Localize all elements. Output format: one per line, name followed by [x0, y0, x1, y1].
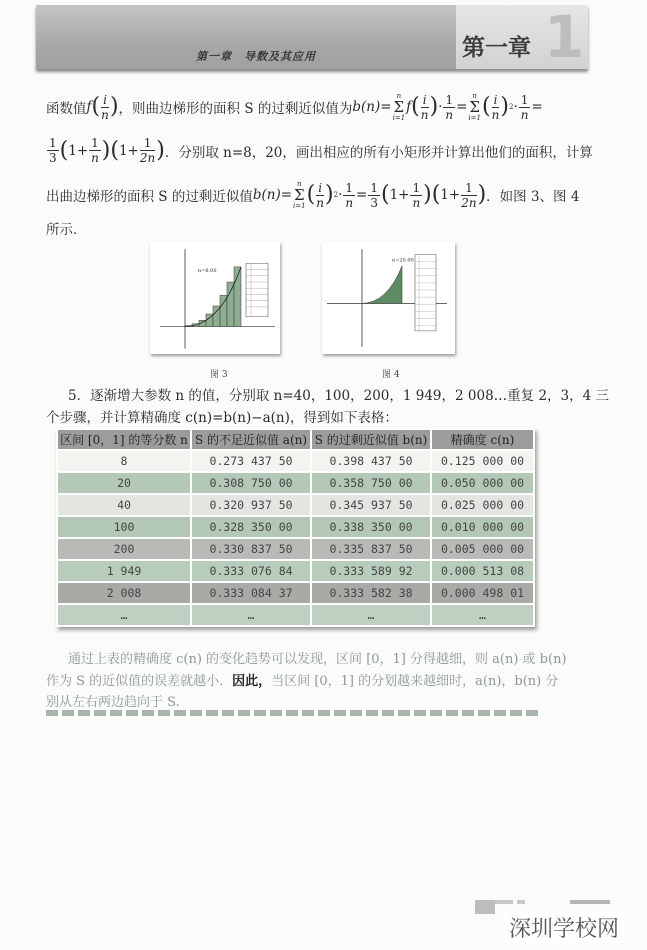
table-row [57, 582, 534, 604]
table-cell: 40 [57, 494, 191, 516]
table-cell: … [431, 604, 534, 626]
table-cell: … [311, 604, 431, 626]
table-row [57, 494, 534, 516]
table-cell: 0.320 937 50 [191, 494, 311, 516]
intro-line-3: 出曲边梯形的面积 S 的过剩近似值 b(n)= n Σ i=1 ( $\frac{i}{n}$ ) 2 · $\frac{1}{n}$ = $\frac{1}{3}$ ( 1+ $\frac{1}{n}$ )( 1+ $\frac{1}{2n}$ ) ．如图 3、图 4 [46, 180, 580, 210]
text: ．分别取 n=8，20，画出相应的所有小矩形并计算出他们的面积，计算 [164, 144, 593, 161]
table-cell: … [191, 604, 311, 626]
column-header: S 的过剩近似值 b(n) [311, 429, 431, 450]
dashed-divider [46, 710, 538, 716]
table-cell: 200 [57, 538, 191, 560]
table-cell: 2 008 [57, 582, 191, 604]
figure-3-label: n=8.00 [198, 269, 217, 275]
table-row [57, 450, 534, 472]
approximation-table [56, 428, 535, 627]
summary-line-2: 作为 S 的近似值的误差就越小．因此，当区间 [0，1] 的分划越来越细时，a(n)，b(n) 分 [46, 674, 559, 689]
table-cell: 0.398 437 50 [311, 450, 431, 472]
table-header-row [57, 429, 534, 450]
step5-line-2: 个步骤，并计算精确度 c(n)=b(n)−a(n)，得到如下表格： [46, 410, 398, 426]
table-row [57, 538, 534, 560]
table-cell: 0.345 937 50 [311, 494, 431, 516]
table-cell: 0.125 000 00 [431, 450, 534, 472]
chapter-label: 第一章 [462, 35, 531, 61]
figure-4-caption: 图 4 [382, 370, 400, 380]
step5-line-1: 5．逐渐增大参数 n 的值，分别取 n=40，100，200，1 949，2 008…重复 2，3，4 三 [68, 388, 610, 404]
table-cell: 0.333 589 92 [311, 560, 431, 582]
table-cell: 100 [57, 516, 191, 538]
summation: n Σ i=1 [392, 92, 406, 122]
table-cell: 0.025 000 00 [431, 494, 534, 516]
chapter-header [36, 5, 588, 69]
section-title: 第一章 导数及其应用 [196, 50, 316, 63]
figure-3-plot [150, 242, 280, 354]
watermark: 深圳学校网 [503, 912, 625, 943]
table-row [57, 604, 534, 626]
table-cell: 1 949 [57, 560, 191, 582]
table-cell: 0.333 582 38 [311, 582, 431, 604]
table-cell: 0.333 076 84 [191, 560, 311, 582]
figure-3 [150, 242, 280, 354]
table-cell: 0.335 837 50 [311, 538, 431, 560]
summary-line-3: 别从左右两边趋向于 S. [46, 695, 180, 710]
table-cell: 0.328 350 00 [191, 516, 311, 538]
fraction: $\frac{i}{n}$ [101, 92, 109, 122]
table-cell: 0.000 513 08 [431, 560, 534, 582]
summary-line-1: 通过上表的精确度 c(n) 的变化趋势可以发现，区间 [0，1] 分得越细，则 a(n) 或 b(n) [68, 652, 567, 667]
column-header: 精确度 c(n) [431, 429, 534, 450]
text: 函数值 [46, 101, 87, 117]
intro-line-2: $\frac{1}{3}$ ( 1+ $\frac{1}{n}$ )( 1+ $\frac{1}{2n}$ ) ．分别取 n=8，20，画出相应的所有小矩形并计算出他们的面积，计算 [49, 136, 593, 165]
table-cell: 0.358 750 00 [311, 472, 431, 494]
table-cell: 8 [57, 450, 191, 472]
math: b(n)= [352, 99, 392, 115]
table-cell: 0.308 750 00 [191, 472, 311, 494]
figure-4 [322, 242, 455, 354]
text: ，则曲边梯形的面积 S 的过剩近似值为 [118, 101, 353, 117]
table-cell: 0.005 000 00 [431, 538, 534, 560]
emphasis: 因此， [232, 674, 272, 689]
table-cell: 0.333 084 37 [191, 582, 311, 604]
chapter-badge [456, 5, 588, 69]
table-cell: 20 [57, 472, 191, 494]
header-band [36, 5, 456, 69]
intro-line-1: 函数值 f ( $\frac{i}{n}$ ) ，则曲边梯形的面积 S 的过剩近似值为 b(n)= n Σ i=1 f ( $\frac{i}{n}$ ) · $\frac{1}{n}$ = n Σ i=1 ( $\frac{i}{n}$ ) 2 · $\frac{1}{n}$ = [46, 92, 543, 122]
intro-line-4: 所示． [46, 222, 87, 238]
table-cell: 0.050 000 00 [431, 472, 534, 494]
table-cell: 0.330 837 50 [191, 538, 311, 560]
column-header: S 的不足近似值 a(n) [191, 429, 311, 450]
table-cell: 0.000 498 01 [431, 582, 534, 604]
figure-3-caption: 图 3 [210, 370, 228, 380]
table-cell: … [57, 604, 191, 626]
table-row [57, 516, 534, 538]
table-row [57, 560, 534, 582]
table-row [57, 472, 534, 494]
table-cell: 0.273 437 50 [191, 450, 311, 472]
figure-4-label: n=20.00 [392, 258, 414, 264]
math: f [86, 99, 92, 115]
table-cell: 0.010 000 00 [431, 516, 534, 538]
column-header: 区间 [0，1] 的等分数 n [57, 429, 191, 450]
text: 出曲边梯形的面积 S 的过剩近似值 [46, 189, 253, 205]
figure-4-plot [322, 242, 455, 354]
table-cell: 0.338 350 00 [311, 516, 431, 538]
chapter-number-ghost: 1 [544, 5, 585, 69]
